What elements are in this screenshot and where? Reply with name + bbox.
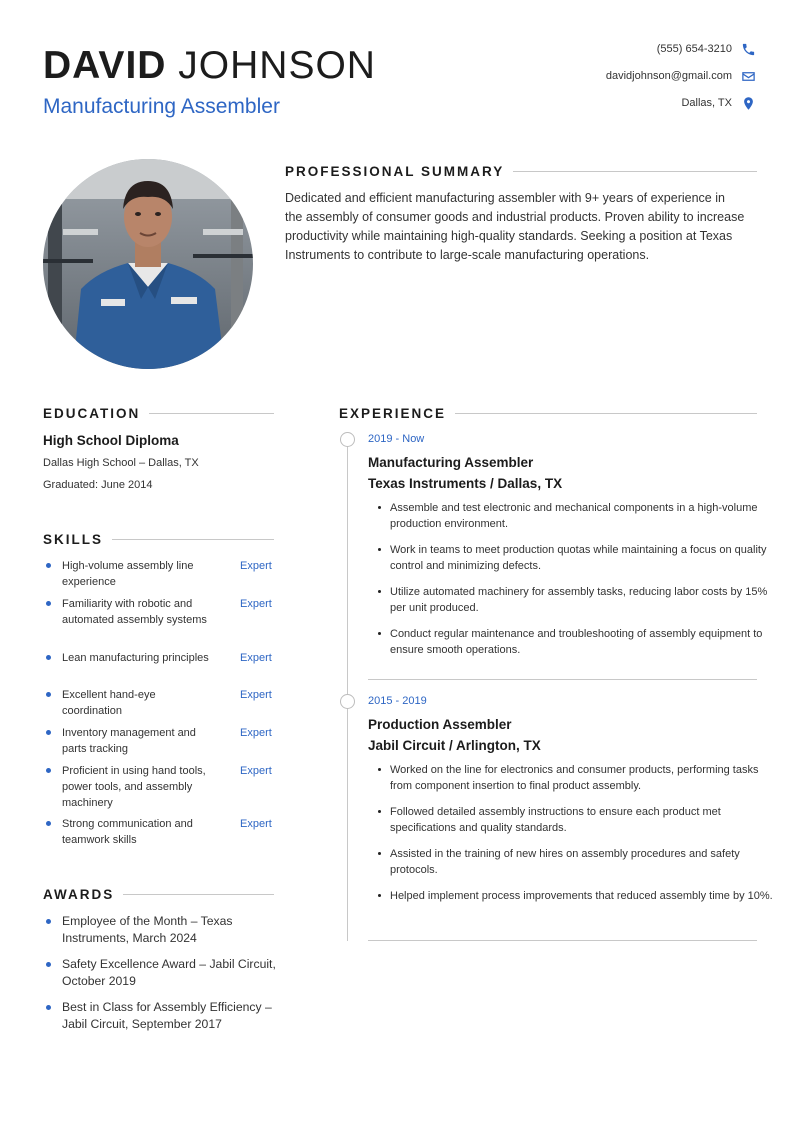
job-company: Texas Instruments / Dallas, TX xyxy=(368,476,563,491)
skills-heading-text: SKILLS xyxy=(43,532,104,547)
skill-item xyxy=(46,596,278,628)
location-text: Dallas, TX xyxy=(681,97,732,109)
job-bullet: Helped implement process improvements that reduced assembly time by 10%. xyxy=(378,888,773,904)
bullet-dot xyxy=(46,768,51,773)
first-name: DAVID xyxy=(43,44,167,87)
bullet-dot xyxy=(46,1005,51,1010)
education-degree: High School Diploma xyxy=(43,433,179,448)
skill-name: Proficient in using hand tools, power tools, and assembly machinery xyxy=(62,765,206,809)
skill-item xyxy=(46,763,278,811)
skill-level: Expert xyxy=(240,689,272,701)
job-title: Production Assembler xyxy=(368,717,512,732)
profile-photo xyxy=(43,159,253,369)
divider xyxy=(455,413,757,414)
timeline-node xyxy=(340,694,355,709)
skill-item xyxy=(46,650,278,666)
contact-location xyxy=(681,94,756,112)
skill-name: Lean manufacturing principles xyxy=(62,652,209,664)
award-item xyxy=(46,956,296,990)
summary-heading-text: PROFESSIONAL SUMMARY xyxy=(285,164,505,179)
job-bullet: Followed detailed assembly instructions to ensure each product met specifications and quality standards. xyxy=(378,804,773,836)
job-bullets xyxy=(378,762,773,914)
awards-heading xyxy=(43,887,274,902)
education-heading-text: EDUCATION xyxy=(43,406,141,421)
experience-timeline xyxy=(347,439,348,941)
job-bullet: Work in teams to meet production quotas while maintaining a focus on quality control and minimizing defects. xyxy=(378,542,773,574)
bullet-dot xyxy=(46,962,51,967)
divider xyxy=(112,539,274,540)
award-text: Best in Class for Assembly Efficiency – Jabil Circuit, September 2017 xyxy=(62,1000,272,1031)
skill-level: Expert xyxy=(240,598,272,610)
bullet-dot xyxy=(46,821,51,826)
divider xyxy=(368,679,757,680)
phone-text: (555) 654-3210 xyxy=(656,43,732,55)
skill-name: High-volume assembly line experience xyxy=(62,560,194,588)
summary-line: productivity while maintaining high-quality standards. Seeking a position at Texas xyxy=(285,229,733,243)
skills-heading xyxy=(43,532,274,547)
skill-level: Expert xyxy=(240,818,272,830)
skill-level: Expert xyxy=(240,560,272,572)
job-bullet: Assemble and test electronic and mechanical components in a high-volume production environment. xyxy=(378,500,773,532)
skill-name: Excellent hand-eye coordination xyxy=(62,689,156,717)
awards-heading-text: AWARDS xyxy=(43,887,115,902)
job-bullet: Worked on the line for electronics and consumer products, performing tasks from component insertion to final product assembly. xyxy=(378,762,773,794)
divider xyxy=(368,940,757,941)
bullet-dot xyxy=(46,601,51,606)
award-text: Safety Excellence Award – Jabil Circuit, October 2019 xyxy=(62,957,276,988)
summary-line: Dedicated and efficient manufacturing assembler with 9+ years of experience in xyxy=(285,191,725,205)
job-bullet: Assisted in the training of new hires on assembly procedures and safety protocols. xyxy=(378,846,773,878)
mail-icon xyxy=(740,68,756,84)
bullet-dot xyxy=(46,655,51,660)
skill-name: Familiarity with robotic and automated assembly systems xyxy=(62,598,207,626)
skill-item xyxy=(46,725,278,757)
timeline-node xyxy=(340,432,355,447)
summary-heading xyxy=(285,164,757,179)
award-item xyxy=(46,999,296,1033)
phone-icon xyxy=(740,41,756,57)
summary-text xyxy=(285,189,760,265)
summary-line: the assembly of consumer goods and industrial products. Proven ability to increase xyxy=(285,210,745,224)
bullet-dot xyxy=(46,919,51,924)
skill-level: Expert xyxy=(240,765,272,777)
contact-phone xyxy=(657,40,756,58)
contact-email xyxy=(606,67,756,85)
job-company: Jabil Circuit / Arlington, TX xyxy=(368,738,541,753)
skill-level: Expert xyxy=(240,652,272,664)
divider xyxy=(149,413,274,414)
skill-item xyxy=(46,816,278,848)
skill-item xyxy=(46,687,278,719)
education-school: Dallas High School – Dallas, TX xyxy=(43,457,199,469)
job-bullet: Conduct regular maintenance and troubleshooting of assembly equipment to ensure smooth operations. xyxy=(378,626,773,658)
job-title: Manufacturing Assembler xyxy=(43,95,280,118)
bullet-dot xyxy=(46,730,51,735)
experience-heading xyxy=(339,406,757,421)
last-name: JOHNSON xyxy=(178,44,376,87)
education-graduated: Graduated: June 2014 xyxy=(43,479,153,491)
skill-name: Inventory management and parts tracking xyxy=(62,727,196,755)
job-bullet: Utilize automated machinery for assembly tasks, reducing labor costs by 15% per unit produced. xyxy=(378,584,773,616)
experience-heading-text: EXPERIENCE xyxy=(339,406,447,421)
location-pin-icon xyxy=(740,95,756,111)
bullet-dot xyxy=(46,692,51,697)
divider xyxy=(513,171,757,172)
job-dates: 2015 - 2019 xyxy=(368,695,427,707)
candidate-name xyxy=(43,44,376,88)
education-heading xyxy=(43,406,274,421)
summary-line: Instruments to contribute to large-scale manufacturing operations. xyxy=(285,248,650,262)
email-text: davidjohnson@gmail.com xyxy=(605,70,732,82)
job-title: Manufacturing Assembler xyxy=(368,455,534,470)
skill-level: Expert xyxy=(240,727,272,739)
divider xyxy=(123,894,274,895)
job-bullets xyxy=(378,500,773,668)
skill-item xyxy=(46,558,278,590)
bullet-dot xyxy=(46,563,51,568)
skill-name: Strong communication and teamwork skills xyxy=(62,818,193,846)
job-dates: 2019 - Now xyxy=(368,433,425,445)
award-item xyxy=(46,913,296,947)
award-text: Employee of the Month – Texas Instruments, March 2024 xyxy=(62,914,233,945)
